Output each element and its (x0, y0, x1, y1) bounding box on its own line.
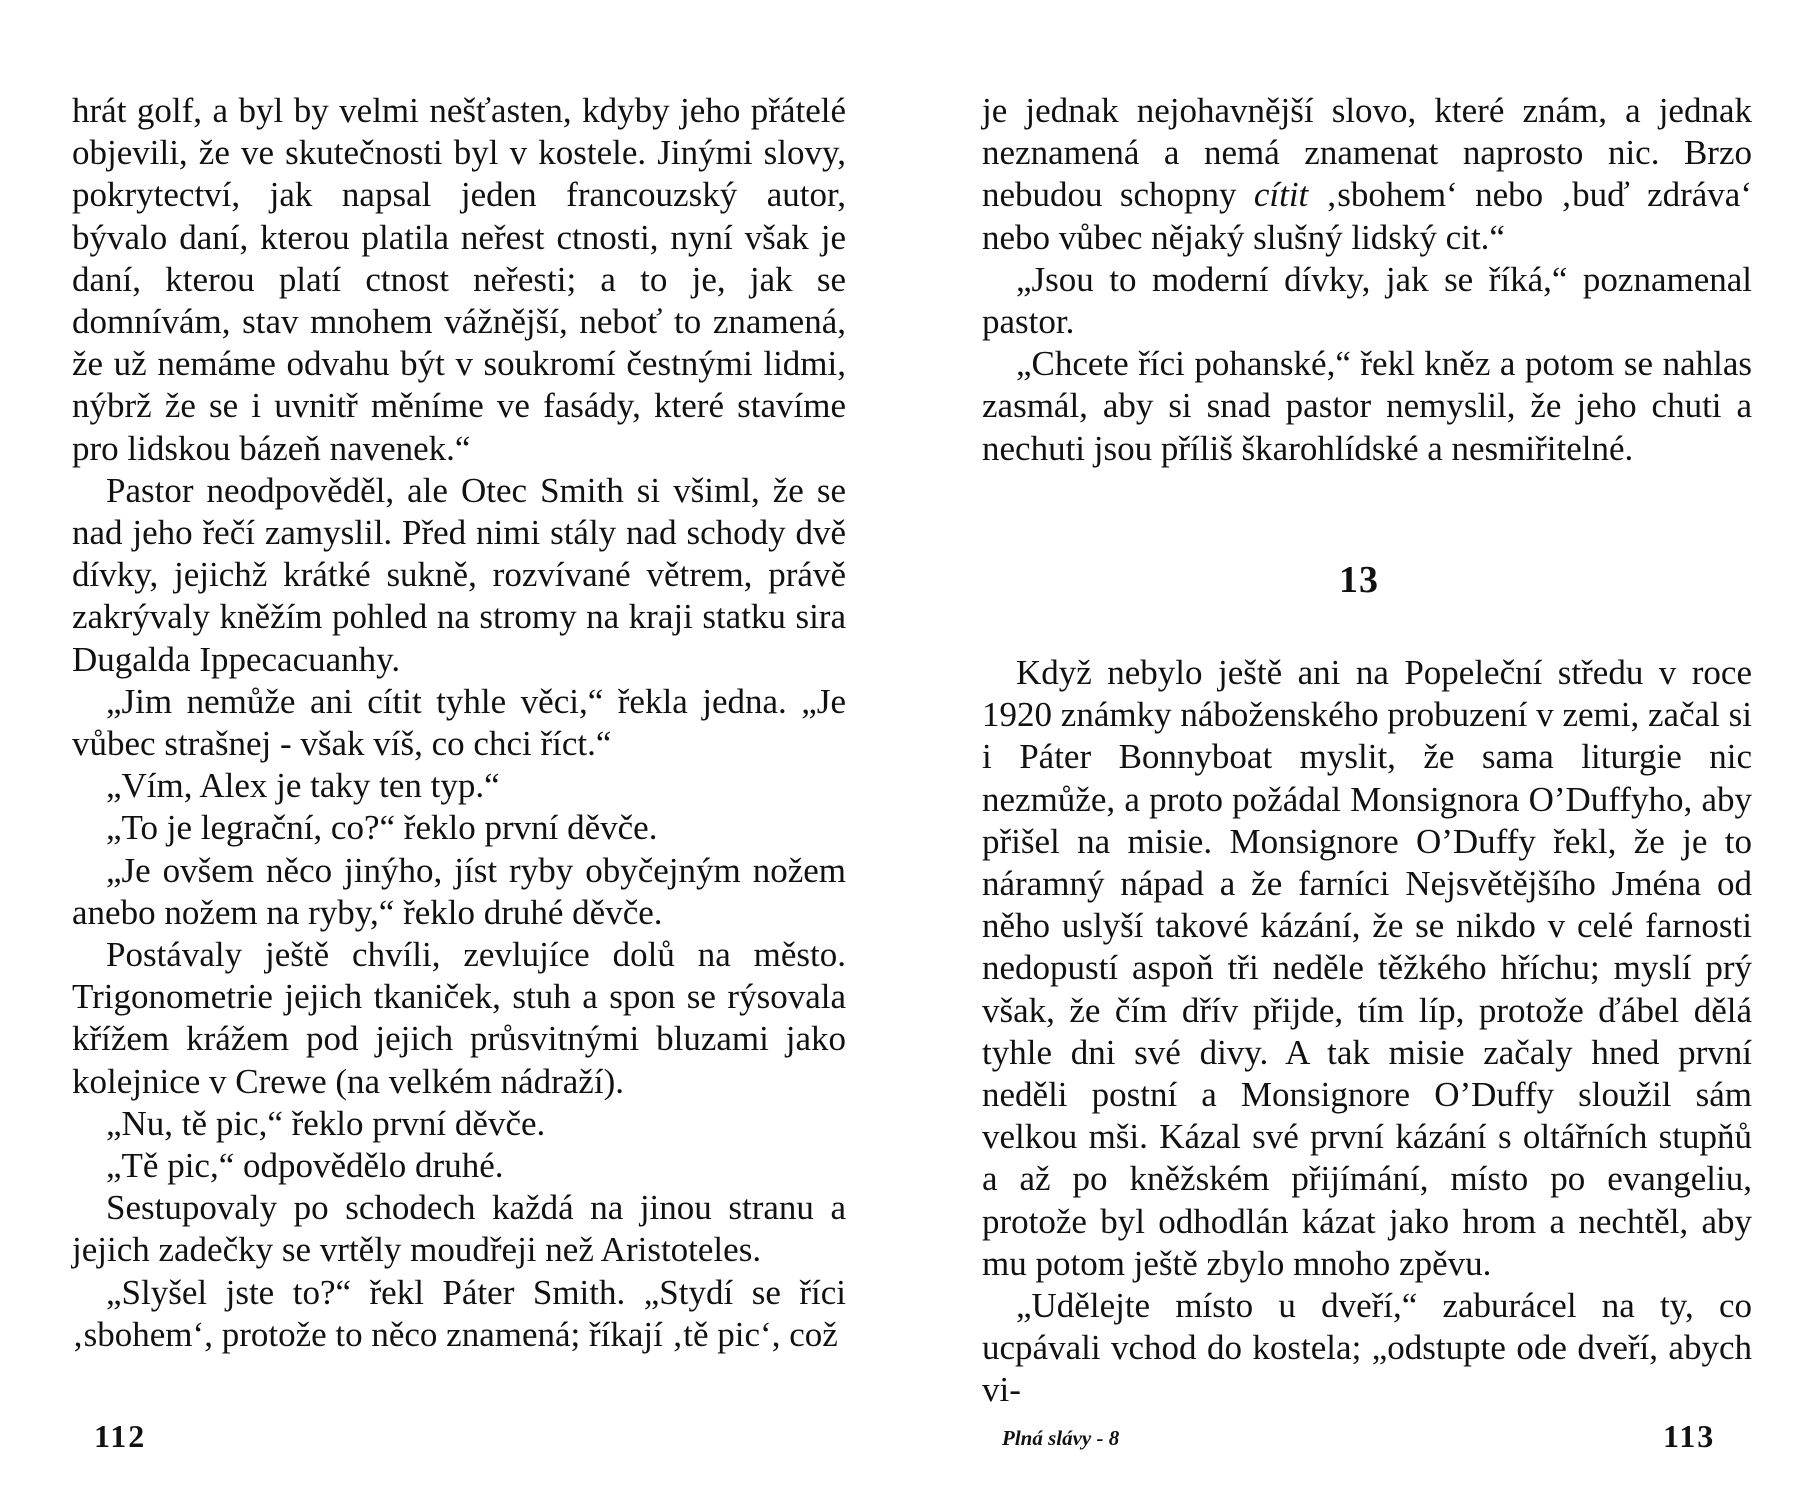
left-page-text (72, 90, 846, 1356)
paragraph: „Je ovšem něco jinýho, jíst ryby obyčejným nožem anebo nožem na ryby,“ řeklo druhé děvče. (72, 850, 846, 932)
paragraph: „Vím, Alex je taky ten typ.“ (106, 766, 500, 806)
paragraph: „Tě pic,“ odpovědělo druhé. (106, 1146, 504, 1186)
right-page (906, 0, 1812, 1501)
page-number: 112 (94, 1418, 147, 1454)
paragraph: „Nu, tě pic,“ řeklo první děvče. (106, 1103, 546, 1143)
paragraph: „Jim nemůže ani cítit tyhle věci,“ řekla jedna. „Je vůbec strašnej - však víš, co chci říct.“ (72, 681, 846, 764)
emphasis-text: cítit (1253, 175, 1309, 215)
paragraph: „To je legrační, co?“ řeklo první děvče. (106, 808, 658, 848)
paragraph: „Jsou to moderní dívky, jak se říká,“ poznamenal pastor. (982, 259, 1752, 342)
signature-mark: Plná slávy - 8 (1002, 1426, 1120, 1450)
paragraph (982, 90, 1752, 259)
paragraph: hrát golf, a byl by velmi nešťasten, kdyby jeho přátelé objevili, že ve skutečnosti byl v kostele. Jinými slovy, pokrytectví, jak napsal jeden francouzský autor, bývalo daní, kterou platila neřest ctnosti, nyní však je daní, kterou platí ctnost neřesti; a to je, jak se domnívám, stav mnohem vážnější, neboť to znamená, že už nemáme odvahu být v soukromí čestnými lidmi, nýbrž že se i uvnitř měníme ve fasády, které stavíme pro lidskou bázeň navenek.“ (72, 91, 846, 468)
chapter-number: 13 (1339, 559, 1379, 601)
paragraph: Když nebylo ještě ani na Popeleční středu v roce 1920 známky náboženského probuzení v zemi, začal si i Páter Bonnyboat myslit, že sama liturgie nic nezmůže, a proto požádal Monsignora O’Duffyho, aby přišel na misie. Monsignore O’Duffy řekl, že je to náramný nápad a že farníci Nejsvětějšího Jména od něho uslyší takové kázání, že se nikdo v celé farnosti nedopustí aspoň tři neděle těžkého hříchu; myslí prý však, že čím dřív přijde, tím líp, protože ďábel dělá tyhle dni své divy. A tak misie začaly hned první neděli postní a Monsignore O’Duffy sloužil sám velkou mši. Kázal své první kázání s oltářních stupňů a až po kněžském přijímání, místo po evangeliu, protože byl odhodlán kázat jako hrom a nechtěl, aby mu potom ještě zbylo mnoho zpěvu. (982, 653, 1752, 1283)
paragraph: „Udělejte místo u dveří,“ zaburácel na ty, co ucpávali vchod do kostela; „odstupte ode dveří, abych vi- (982, 1286, 1752, 1410)
paragraph: Postávaly ještě chvíli, zevlujíce dolů na město. Trigonometrie jejich tkaniček, stuh a spon se rýsovala křížem krážem pod jejich průsvitnými bluzami jako kolejnice v Crewe (na velkém nádraží). (72, 935, 846, 1101)
right-page-top-text (982, 90, 1752, 470)
paragraph-text: ‚sbohem‘ nebo ‚buď zdráva‘ nebo vůbec nějaký slušný lidský cit.“ (982, 175, 1752, 257)
paragraph: „Slyšel jste to?“ řekl Páter Smith. „Stydí se říci ‚sbohem‘, protože to něco znamená; říkají ‚tě pic‘, což (72, 1272, 846, 1354)
paragraph-text: je jednak nejohavnější slovo, které znám, a jednak neznamená a nemá znamenat naprosto nic. Brzo nebudou schopny (982, 91, 1752, 215)
paragraph: „Chcete říci pohanské,“ řekl kněz a potom se nahlas zasmál, aby si snad pastor nemyslil, že jeho chuti a nechuti jsou příliš škarohlídské a nesmiřitelné. (982, 344, 1752, 468)
chapter-text (982, 652, 1752, 1412)
paragraph: Pastor neodpověděl, ale Otec Smith si všiml, že se nad jeho řečí zamyslil. Před nimi stály nad schody dvě dívky, jejichž krátké sukně, rozvívané větrem, právě zakrývaly kněžím pohled na stromy na kraji statku sira Dugalda Ippecacuanhy. (72, 470, 846, 679)
paragraph: Sestupovaly po schodech každá na jinou stranu a jejich zadečky se vrtěly moudřeji než Aristoteles. (72, 1188, 846, 1270)
page-number: 113 (1663, 1418, 1716, 1454)
